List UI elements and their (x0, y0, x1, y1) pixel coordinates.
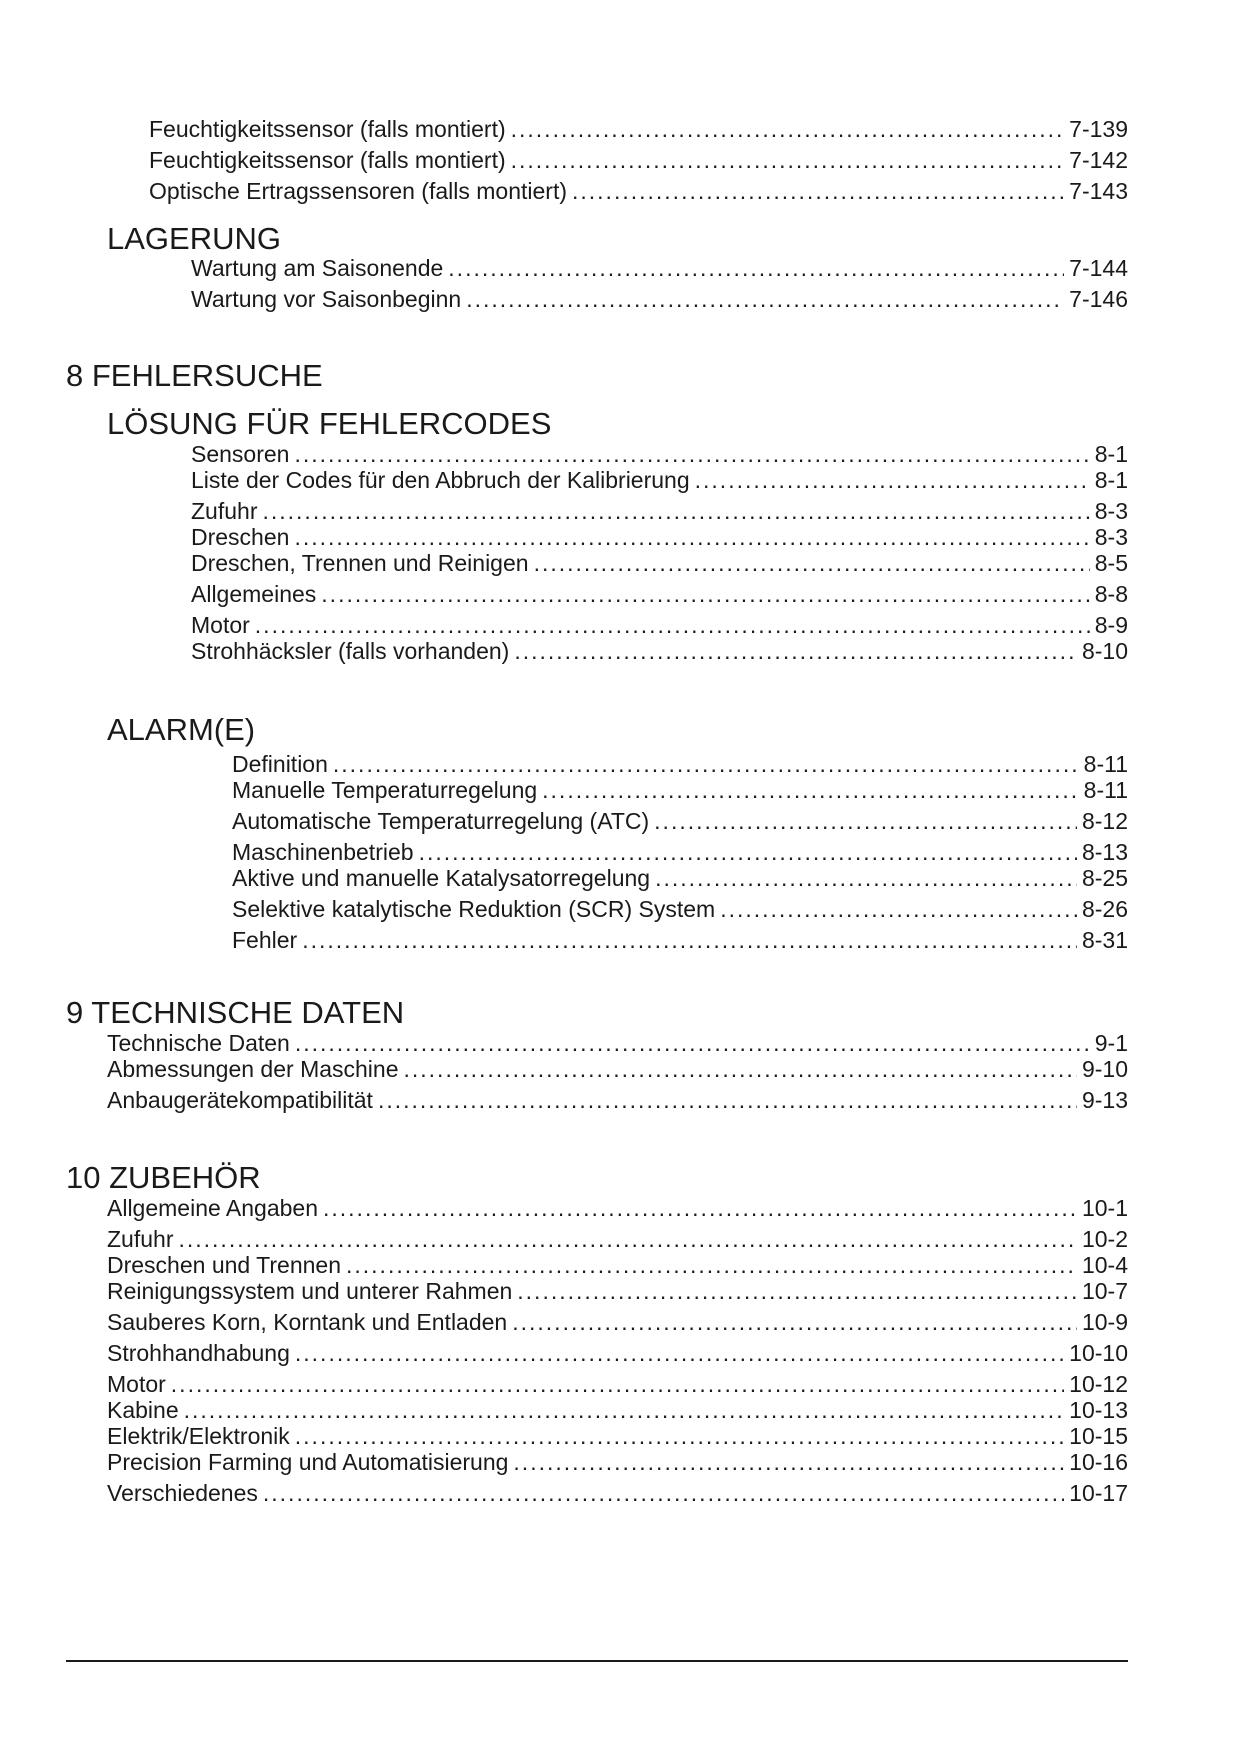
dot-leader (542, 776, 1079, 804)
toc-entry-title: Kabine (107, 1397, 179, 1423)
toc-entry-title: Allgemeines (191, 581, 317, 607)
toc-entry-title: Motor (191, 612, 250, 638)
toc-entry-title: Verschiedenes (107, 1480, 258, 1506)
dot-leader (294, 440, 1089, 468)
toc-entry-title: Feuchtigkeitssensor (falls montiert) (149, 116, 506, 142)
toc-entry[interactable] (107, 1277, 1128, 1305)
toc-entry[interactable] (191, 497, 1128, 525)
dot-leader (295, 1339, 1064, 1367)
toc-entry-page: 8-5 (1094, 550, 1128, 576)
toc-entry-title: Maschinenbetrieb (232, 839, 414, 865)
toc-entry-page: 8-31 (1081, 927, 1128, 953)
toc-entry-title: Liste der Codes für den Abbruch der Kalibrierung (191, 467, 690, 493)
dot-leader (514, 637, 1077, 665)
toc-entry[interactable] (107, 1448, 1128, 1476)
toc-entry-page: 8-8 (1094, 581, 1128, 607)
footer-rule (66, 1660, 1128, 1662)
toc-entry-title: Automatische Temperaturregelung (ATC) (232, 808, 650, 834)
toc-entry-page: 10-17 (1069, 1480, 1128, 1506)
section-heading-loesung-fehlercodes[interactable]: LÖSUNG FÜR FEHLERCODES (107, 406, 552, 441)
toc-entry-page: 8-10 (1081, 638, 1128, 664)
toc-entry-title: Motor (107, 1371, 166, 1397)
toc-entry-title: Zufuhr (191, 498, 258, 524)
toc-entry-page: 10-7 (1081, 1278, 1128, 1304)
toc-entry-title: Wartung am Saisonende (191, 255, 444, 281)
toc-entry[interactable] (191, 254, 1128, 282)
dot-leader (321, 580, 1089, 608)
toc-entry[interactable] (107, 1251, 1128, 1279)
toc-entry-page: 8-13 (1081, 839, 1128, 865)
toc-entry-page: 8-26 (1081, 896, 1128, 922)
toc-entry[interactable] (107, 1225, 1128, 1253)
toc-entry-title: Feuchtigkeitssensor (falls montiert) (149, 147, 506, 173)
toc-entry-title: Strohhandhabung (107, 1340, 290, 1366)
toc-entry-title: Manuelle Temperaturregelung (232, 777, 538, 803)
dot-leader (262, 497, 1089, 525)
toc-entry[interactable] (191, 637, 1128, 665)
dot-leader (171, 1370, 1064, 1398)
toc-entry-page: 9-1 (1094, 1030, 1128, 1056)
toc-entry-title: Strohhäcksler (falls vorhanden) (191, 638, 510, 664)
toc-entry[interactable] (149, 115, 1128, 143)
toc-entry-page: 10-12 (1069, 1371, 1128, 1397)
toc-entry-page: 10-4 (1081, 1252, 1128, 1278)
toc-entry-page: 9-10 (1081, 1056, 1128, 1082)
toc-entry[interactable] (191, 611, 1128, 639)
toc-entry-page: 10-10 (1069, 1340, 1128, 1366)
dot-leader (466, 285, 1064, 313)
dot-leader (263, 1479, 1064, 1507)
dot-leader (323, 1194, 1077, 1222)
dot-leader (346, 1251, 1077, 1279)
dot-leader (333, 750, 1079, 778)
dot-leader (654, 807, 1077, 835)
toc-entry[interactable] (232, 750, 1128, 778)
toc-entry-page: 8-3 (1094, 498, 1128, 524)
dot-leader (302, 926, 1077, 954)
dot-leader (695, 466, 1090, 494)
dot-leader (184, 1396, 1065, 1424)
toc-entry-title: Reinigungssystem und unterer Rahmen (107, 1278, 513, 1304)
toc-entry-page: 10-13 (1069, 1397, 1128, 1423)
toc-entry-title: Dreschen, Trennen und Reinigen (191, 550, 529, 576)
dot-leader (513, 1448, 1064, 1476)
toc-entry-page: 10-1 (1081, 1195, 1128, 1221)
toc-entry-page: 7-144 (1069, 255, 1128, 281)
dot-leader (655, 864, 1077, 892)
toc-entry-title: Optische Ertragssensoren (falls montiert) (149, 178, 567, 204)
toc-entry[interactable] (107, 1370, 1128, 1398)
toc-entry-title: Precision Farming und Automatisierung (107, 1449, 509, 1475)
dot-leader (294, 523, 1089, 551)
toc-entry-page: 10-16 (1069, 1449, 1128, 1475)
toc-entry-page: 8-11 (1083, 751, 1128, 777)
dot-leader (512, 1308, 1077, 1336)
toc-entry-page: 8-1 (1094, 441, 1128, 467)
toc-entry-title: Dreschen und Trennen (107, 1252, 341, 1278)
toc-entry[interactable] (107, 1396, 1128, 1424)
toc-entry-page: 10-15 (1069, 1423, 1128, 1449)
dot-leader (178, 1225, 1076, 1253)
toc-entry-title: Anbaugerätekompatibilität (107, 1087, 373, 1113)
toc-entry-title: Fehler (232, 927, 298, 953)
toc-entry[interactable] (107, 1479, 1128, 1507)
toc-entry-page: 7-139 (1069, 116, 1128, 142)
toc-entry-page: 8-11 (1083, 777, 1128, 803)
toc-entry[interactable] (107, 1308, 1128, 1336)
toc-entry[interactable] (149, 146, 1128, 174)
toc-entry-page: 8-25 (1081, 865, 1128, 891)
toc-entry[interactable] (107, 1055, 1128, 1083)
dot-leader (295, 1422, 1064, 1450)
toc-entry-title: Technische Daten (107, 1030, 290, 1056)
toc-entry-title: Elektrik/Elektronik (107, 1423, 290, 1449)
toc-entry[interactable] (232, 838, 1128, 866)
toc-entry[interactable] (107, 1194, 1128, 1222)
toc-entry[interactable] (107, 1029, 1128, 1057)
toc-entry[interactable] (232, 807, 1128, 835)
chapter-heading-10[interactable]: 10 ZUBEHÖR (66, 1160, 261, 1195)
dot-leader (517, 1277, 1077, 1305)
chapter-heading-9[interactable]: 9 TECHNISCHE DATEN (66, 995, 405, 1030)
toc-entry[interactable] (191, 440, 1128, 468)
toc-entry-title: Sensoren (191, 441, 290, 467)
toc-entry[interactable] (107, 1339, 1128, 1367)
toc-entry[interactable] (191, 549, 1128, 577)
toc-entry[interactable] (191, 523, 1128, 551)
toc-entry-page: 7-146 (1069, 286, 1128, 312)
toc-entry-page: 7-142 (1069, 147, 1128, 173)
toc-entry-page: 8-9 (1094, 612, 1128, 638)
toc-entry-title: Definition (232, 751, 328, 777)
toc-entry[interactable] (191, 580, 1128, 608)
dot-leader (419, 838, 1077, 866)
dot-leader (572, 177, 1064, 205)
section-heading-alarme[interactable]: ALARM(E) (107, 712, 256, 747)
dot-leader (720, 895, 1077, 923)
dot-leader (378, 1086, 1077, 1114)
dot-leader (511, 146, 1065, 174)
toc-entry-page: 10-9 (1081, 1309, 1128, 1335)
toc-entry[interactable] (232, 864, 1128, 892)
dot-leader (448, 254, 1064, 282)
toc-entry-title: Dreschen (191, 524, 290, 550)
toc-entry[interactable] (232, 776, 1128, 804)
toc-entry[interactable] (107, 1422, 1128, 1450)
toc-entry[interactable] (191, 466, 1128, 494)
dot-leader (255, 611, 1090, 639)
toc-entry-page: 10-2 (1081, 1226, 1128, 1252)
toc-entry-title: Aktive und manuelle Katalysatorregelung (232, 865, 651, 891)
toc-entry-title: Selektive katalytische Reduktion (SCR) System (232, 896, 716, 922)
toc-entry-title: Wartung vor Saisonbeginn (191, 286, 462, 312)
toc-entry[interactable] (232, 926, 1128, 954)
dot-leader (295, 1029, 1090, 1057)
toc-entry[interactable] (107, 1086, 1128, 1114)
toc-entry-page: 8-1 (1094, 467, 1128, 493)
toc-entry[interactable] (191, 285, 1128, 313)
toc-entry-title: Zufuhr (107, 1226, 174, 1252)
toc-entry-title: Allgemeine Angaben (107, 1195, 318, 1221)
chapter-heading-8[interactable]: 8 FEHLERSUCHE (66, 358, 323, 393)
dot-leader (534, 549, 1090, 577)
dot-leader (511, 115, 1065, 143)
toc-entry[interactable] (232, 895, 1128, 923)
dot-leader (404, 1055, 1077, 1083)
toc-entry-title: Sauberes Korn, Korntank und Entladen (107, 1309, 508, 1335)
toc-entry-page: 8-12 (1081, 808, 1128, 834)
toc-entry-page: 7-143 (1069, 178, 1128, 204)
toc-entry-page: 9-13 (1081, 1087, 1128, 1113)
toc-entry[interactable] (149, 177, 1128, 205)
toc-entry-title: Abmessungen der Maschine (107, 1056, 399, 1082)
toc-entry-page: 8-3 (1094, 524, 1128, 550)
section-heading-lagerung[interactable]: LAGERUNG (107, 221, 281, 256)
